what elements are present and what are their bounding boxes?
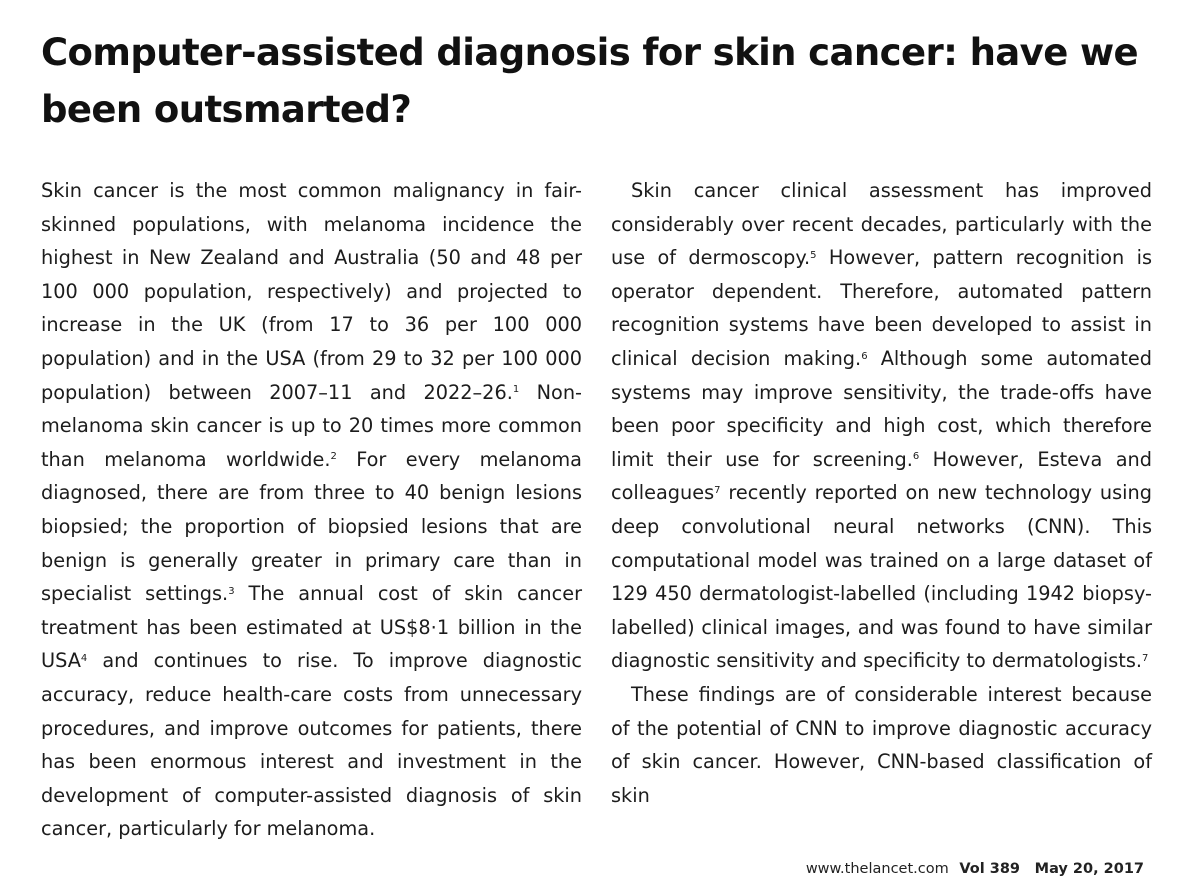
right-column bbox=[611, 174, 1152, 812]
body-text: Skin cancer clinical assessment has improved considerably over recent decades, particularly with the use of dermoscopy. bbox=[611, 179, 1152, 270]
paragraph-findings bbox=[611, 678, 1152, 812]
reference-marker: 6 bbox=[861, 350, 868, 362]
article-title: Computer-assisted diagnosis for skin cancer: have we been outsmarted? bbox=[41, 31, 1139, 131]
volume-number: Vol 389 bbox=[959, 861, 1021, 877]
page-footer bbox=[806, 861, 1144, 877]
body-text: The annual cost of skin cancer treatment has been estimated at US$8·1 billion in the USA bbox=[41, 582, 583, 673]
body-text: However, Esteva and colleagues bbox=[611, 447, 1152, 505]
left-column bbox=[41, 174, 582, 846]
body-text: Although some automated systems may improve sensitivity, the trade-offs have been poor specificity and high cost, which therefore limit their use for screening. bbox=[611, 346, 1152, 471]
body-text: For every melanoma diagnosed, there are from three to 40 benign lesions biopsied; the proportion of biopsied lesions that are benign is generally greater in primary care than in specialist settings. bbox=[41, 447, 582, 606]
issue-date: May 20, 2017 bbox=[1034, 861, 1144, 877]
reference-marker: 4 bbox=[80, 652, 88, 664]
body-text: These findings are of considerable interest because of the potential of CNN to improve diagnostic accuracy of skin cancer. However, CNN-based classification of skin bbox=[611, 682, 1152, 807]
reference-marker: 1 bbox=[512, 384, 520, 396]
body-text: Non-melanoma skin cancer is up to 20 times more common than melanoma worldwide. bbox=[41, 380, 582, 471]
reference-marker: 5 bbox=[810, 249, 817, 261]
body-text: However, pattern recognition is operator dependent. Therefore, automated pattern recognition systems have been developed to assist in clinical decision making. bbox=[611, 246, 1152, 370]
paragraph-intro bbox=[41, 174, 582, 846]
reference-marker: 2 bbox=[330, 451, 337, 463]
body-text: recently reported on new technology using deep convolutional neural networks (CNN). This computational model was trained on a large dataset of 129 450 dermatologist-labelled (including 1942 biopsy-labelled) clinical images, and was found to have similar diagnostic sensitivity and specificity to dermatologists. bbox=[611, 481, 1152, 673]
reference-marker: 6 bbox=[912, 451, 920, 463]
reference-marker: 7 bbox=[714, 484, 721, 496]
body-text: and continues to rise. To improve diagnostic accuracy, reduce health-care costs from unnecessary procedures, and improve outcomes for patients, there has been enormous interest and investment in the development of computer-assisted diagnosis of skin cancer, particularly for melanoma. bbox=[41, 649, 582, 841]
reference-marker: 7 bbox=[1142, 652, 1149, 664]
journal-website-link[interactable]: www.thelancet.com bbox=[805, 861, 949, 877]
body-text: Skin cancer is the most common malignancy in fair-skinned populations, with melanoma incidence the highest in New Zealand and Australia (50 and 48 per 100 000 population, respectively) and projected to increase in the UK (from 17 to 36 per 100 000 population) and in the USA (from 29 to 32 per 100 000 population) between 2007–11 and 2022–26. bbox=[41, 179, 582, 404]
reference-marker: 3 bbox=[228, 585, 235, 597]
paragraph-assessment bbox=[611, 174, 1152, 678]
